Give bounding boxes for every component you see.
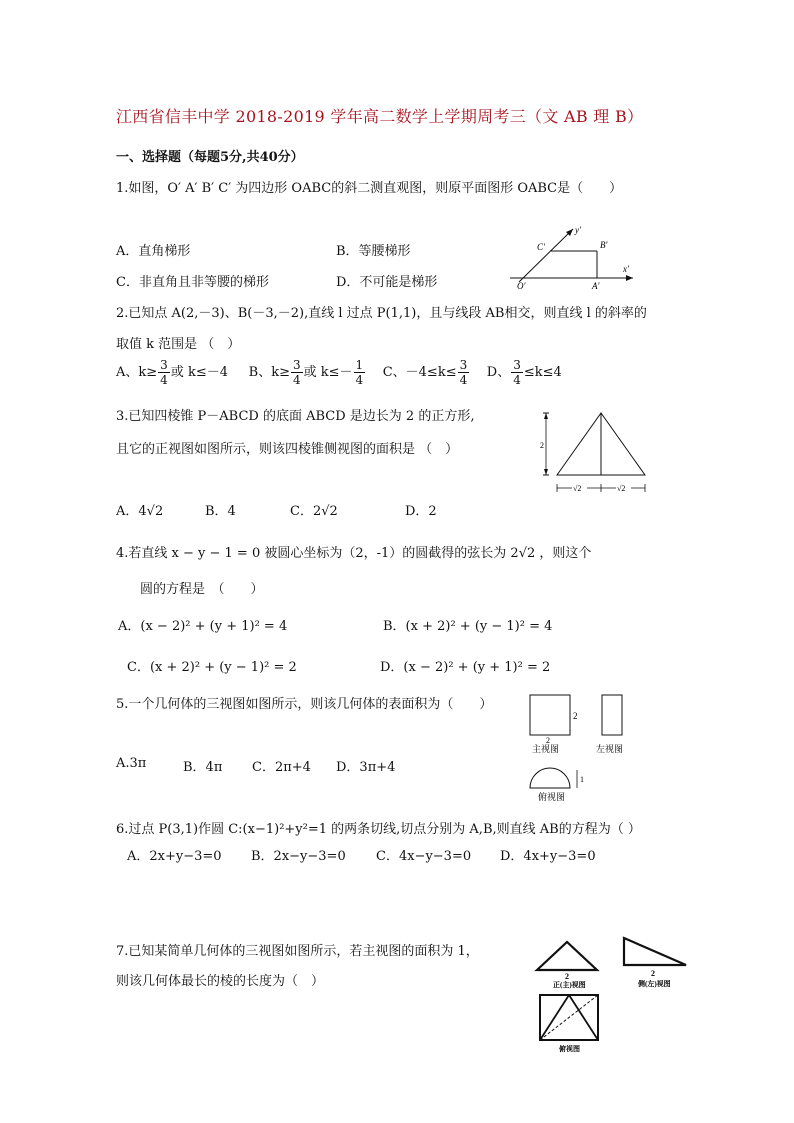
q1-fig-o: O′ [517,281,526,290]
q3-fig-width2: √2 [617,484,626,493]
q4-line1: 4.若直线 x − y − 1 = 0 被圆心坐标为（2，-1）的圆截得的弦长为 2√2 ，则这个 [116,546,592,561]
q3-fig-height: 2 [540,441,544,450]
q2-a-pre: A、k≥ [116,365,158,380]
q6-option-b: B．2x−y−3=0 [251,849,346,864]
q2-b-frac2: $\frac{1}{4}$ [355,358,364,387]
q1-fig-b: B′ [600,240,608,250]
q3-front-view-figure [535,408,655,498]
q7-fig-front: 正(主)视图 [553,981,586,989]
q4-option-b: B．(x + 2)² + (y − 1)² = 4 [383,619,553,634]
q3-option-b: B．4 [205,504,236,519]
q2-d-post: ≤k≤4 [523,365,562,380]
q4-option-c: C．(x + 2)² + (y − 1)² = 2 [127,660,297,675]
q2-options [116,358,562,387]
q3-line2: 且它的正视图如图所示，则该四棱锥侧视图的面积是 （ ） [116,442,459,457]
q7-line2: 则该几何体最长的棱的长度为（ ） [116,974,325,989]
q1-figure [505,222,640,290]
q2-c-frac: $\frac{3}{4}$ [459,358,468,387]
q6-option-c: C．4x−y−3=0 [376,849,472,864]
q5-three-views-figure [520,690,640,805]
q5-option-d: D．3π+4 [336,760,396,775]
q2-b-mid: 或 k≤－ [303,365,353,380]
q1-fig-y: y′ [575,225,581,235]
q7-three-views-figure [530,930,695,1060]
q2-b-pre: B、k≥ [248,365,290,380]
q6-option-a: A．2x+y−3=0 [127,849,222,864]
q5-fig-left: 左视图 [596,744,624,754]
q2-line1: 2.已知点 A(2,－3)、B(－3,－2),直线 l 过点 P(1,1)，且与线段 AB相交，则直线 l 的斜率的 [116,306,647,321]
q2-a-frac: $\frac{3}{4}$ [160,358,168,387]
q2-c-pre: C、－4≤k≤ [382,365,457,380]
q5-fig-2b: 2 [546,736,550,745]
q7-fig-2a: 2 [565,972,569,981]
q4-option-d: D．(x − 2)² + (y + 1)² = 2 [380,660,551,675]
q2-a-mid: 或 k≤－4 [170,365,228,380]
q5-option-c: C．2π+4 [252,760,311,775]
q6-option-d: D．4x+y−3=0 [500,849,596,864]
q4-option-a: A．(x − 2)² + (y + 1)² = 4 [118,619,288,634]
q3-option-a: A．4√2 [116,504,164,519]
q3-fig-width1: √2 [573,484,582,493]
q3-option-c: C．2√2 [290,504,338,519]
q1-fig-x: x′ [623,264,629,274]
q1-fig-c: C′ [537,242,545,252]
q1-option-c: C．非直角且非等腰的梯形 [116,275,269,290]
q1-option-b: B．等腰梯形 [336,244,411,259]
q7-fig-2b: 2 [651,969,655,978]
q5-fig-2a: 2 [573,711,578,721]
q5-fig-main: 主视图 [532,744,560,754]
q1-stem: 1.如图，O′ A′ B′ C′ 为四边形 OABC的斜二测直观图，则原平面图形 OABC是（ ） [116,181,623,196]
page-title: 江西省信丰中学 2018-2019 学年高二数学上学期周考三（文 AB 理 B） [116,107,644,126]
q1-fig-a: A′ [592,281,600,290]
q1-option-a: A．直角梯形 [116,244,191,259]
q7-fig-top: 俯视图 [559,1045,580,1053]
q3-option-d: D．2 [405,504,437,519]
q5-fig-top: 俯视图 [538,792,566,802]
q5-stem: 5.一个几何体的三视图如图所示，则该几何体的表面积为（ ） [116,697,493,712]
q7-fig-side: 侧(左)视图 [638,980,671,988]
q4-line2: 圆的方程是 （ ） [140,582,264,597]
q6-stem: 6.过点 P(3,1)作圆 C:(x−1)²+y²=1 的两条切线,切点分别为 A,B,则直线 AB的方程为（ ） [116,822,641,837]
q5-option-a: A.3π [116,756,147,771]
q3-line1: 3.已知四棱锥 P－ABCD 的底面 ABCD 是边长为 2 的正方形, [116,409,475,424]
q2-b-frac1: $\frac{3}{4}$ [293,358,301,387]
section-heading: 一、选择题（每题5分,共40分） [116,150,304,165]
q5-option-b: B．4π [183,760,223,775]
q2-d-pre: D、 [486,365,511,380]
q1-option-d: D．不可能是梯形 [336,275,438,290]
q7-line1: 7.已知某简单几何体的三视图如图所示，若主视图的面积为 1， [116,944,479,959]
q5-fig-1: 1 [580,775,584,784]
q2-d-frac: $\frac{3}{4}$ [513,358,521,387]
q2-line2: 取值 k 范围是 （ ） [116,337,241,352]
